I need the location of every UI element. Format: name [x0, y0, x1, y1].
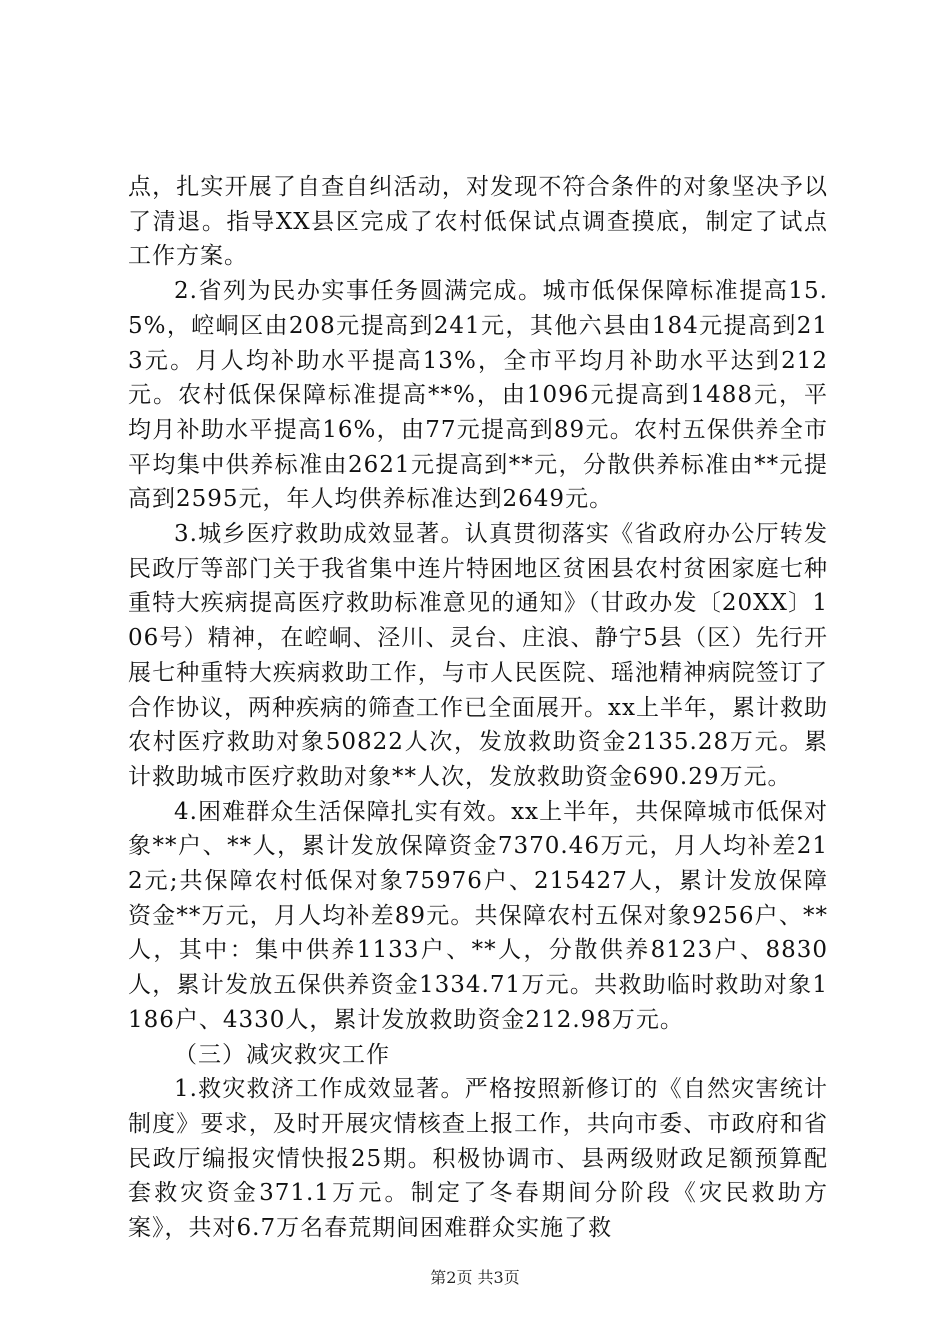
paragraph-item-1: 1.救灾救济工作成效显著。严格按照新修订的《自然灾害统计制度》要求，及时开展灾情核查上报工作，共向市委、市政府和省民政厅编报灾情快报25期。积极协调市、县两级财政足额预算配套救灾资金371.1万元。制定了冬春期间分阶段《灾民救助方案》，共对6.7万名春荒期间困难群众实施了救: [128, 1076, 828, 1242]
paragraph-continuation: 点，扎实开展了自查自纠活动，对发现不符合条件的对象坚决予以了清退。指导XX县区完成了农村低保试点调查摸底，制定了试点工作方案。: [128, 174, 828, 270]
page-footer: 第2页 共3页: [430, 1268, 520, 1287]
paragraph-item-2: 2.省列为民办实事任务圆满完成。城市低保保障标准提高15.5%，崆峒区由208元提高到241元，其他六县由184元提高到213元。月人均补助水平提高13%，全市平均月补助水平达到212元。农村低保保障标准提高**%，由1096元提高到1488元，平均月补助水平提高16%，由77元提高到89元。农村五保供养全市平均集中供养标准由2621元提高到**元，分散供养标准由**元提高到2595元，年人均供养标准达到2649元。: [128, 278, 828, 513]
document-body: [128, 170, 828, 1246]
paragraph-item-4: 4.困难群众生活保障扎实有效。xx上半年，共保障城市低保对象**户、**人，累计发放保障资金7370.46万元，月人均补差212元;共保障农村低保对象75976户、215427人，累计发放保障资金**万元，月人均补差89元。共保障农村五保对象9256户、**人，其中：集中供养1133户、**人，分散供养8123户、8830人，累计发放五保供养资金1334.71万元。共救助临时救助对象1186户、4330人，累计发放救助资金212.98万元。: [128, 798, 828, 1033]
paragraph-item-3: 3.城乡医疗救助成效显著。认真贯彻落实《省政府办公厅转发民政厅等部门关于我省集中连片特困地区贫困县农村贫困家庭七种重特大疾病提高医疗救助标准意见的通知》（甘政办发〔20XX〕106号）精神，在崆峒、泾川、灵台、庄浪、静宁5县（区）先行开展七种重特大疾病救助工作，与市人民医院、瑶池精神病院签订了合作协议，两种疾病的筛查工作已全面展开。xx上半年，累计救助农村医疗救助对象50822人次，发放救助资金2135.28万元。累计救助城市医疗救助对象**人次，发放救助资金690.29万元。: [128, 521, 828, 790]
section-heading: （三）减灾救灾工作: [174, 1041, 390, 1068]
